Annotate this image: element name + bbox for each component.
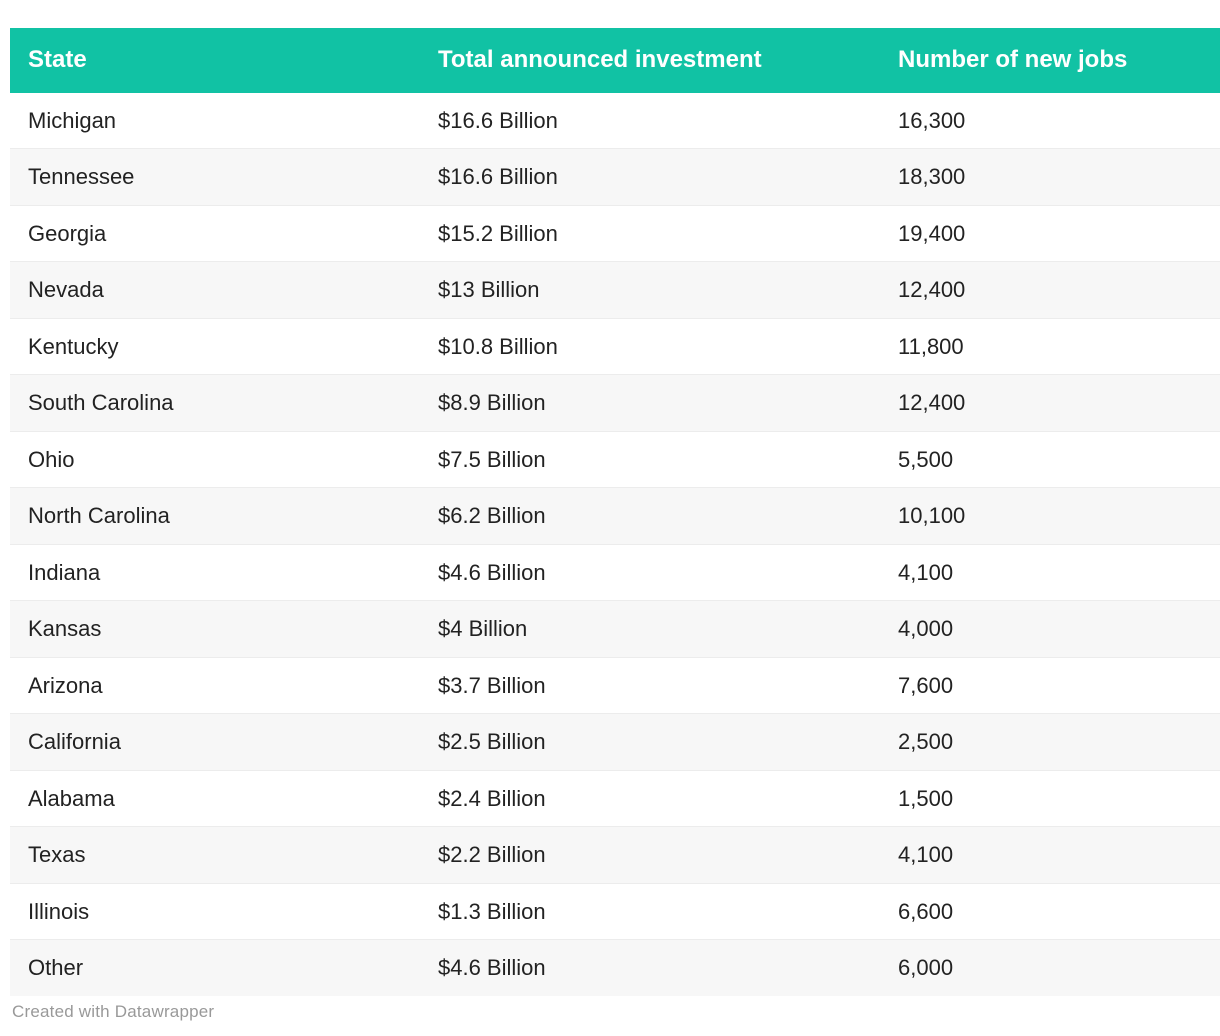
cell-state: Kansas xyxy=(10,601,438,658)
table-header-row xyxy=(10,28,1220,93)
column-header-state[interactable]: State xyxy=(10,28,438,93)
table-row xyxy=(10,93,1220,149)
cell-investment: $2.4 Billion xyxy=(438,770,898,827)
cell-state: Indiana xyxy=(10,544,438,601)
table-row xyxy=(10,262,1220,319)
table-row xyxy=(10,827,1220,884)
cell-jobs: 10,100 xyxy=(898,488,1220,545)
cell-investment: $3.7 Billion xyxy=(438,657,898,714)
table-row xyxy=(10,205,1220,262)
table-row xyxy=(10,488,1220,545)
table-row xyxy=(10,714,1220,771)
cell-state: Tennessee xyxy=(10,149,438,206)
cell-state: Alabama xyxy=(10,770,438,827)
cell-jobs: 19,400 xyxy=(898,205,1220,262)
table-body xyxy=(10,93,1220,996)
cell-jobs: 2,500 xyxy=(898,714,1220,771)
cell-state: Kentucky xyxy=(10,318,438,375)
cell-jobs: 1,500 xyxy=(898,770,1220,827)
cell-jobs: 4,100 xyxy=(898,544,1220,601)
cell-jobs: 6,600 xyxy=(898,883,1220,940)
cell-investment: $4.6 Billion xyxy=(438,955,546,981)
cell-jobs: 7,600 xyxy=(898,657,1220,714)
cell-jobs: 18,300 xyxy=(898,149,1220,206)
table-row xyxy=(10,883,1220,940)
cell-jobs: 4,000 xyxy=(898,601,1220,658)
cell-state: Illinois xyxy=(10,883,438,940)
cell-state: South Carolina xyxy=(10,375,438,432)
cell-jobs: 4,100 xyxy=(898,827,1220,884)
cell-state: California xyxy=(10,714,438,771)
cell-investment: $16.6 Billion xyxy=(438,149,898,206)
table-row xyxy=(10,770,1220,827)
cell-state: Other xyxy=(28,955,84,981)
table-row xyxy=(10,657,1220,714)
cell-state: Nevada xyxy=(10,262,438,319)
table-row xyxy=(10,318,1220,375)
column-header-investment[interactable]: Total announced investment xyxy=(438,28,898,93)
cell-jobs: 5,500 xyxy=(898,431,1220,488)
table-row xyxy=(10,431,1220,488)
cell-investment: $1.3 Billion xyxy=(438,883,898,940)
table-row xyxy=(10,601,1220,658)
table-row xyxy=(10,149,1220,206)
cell-investment: $10.8 Billion xyxy=(438,318,898,375)
table-row xyxy=(10,544,1220,601)
cell-jobs: 11,800 xyxy=(898,318,1220,375)
cell-jobs: 12,400 xyxy=(898,375,1220,432)
cell-state: Michigan xyxy=(10,93,438,149)
table-row xyxy=(10,940,1220,996)
cell-state: Arizona xyxy=(10,657,438,714)
cell-investment: $15.2 Billion xyxy=(438,205,898,262)
table-header xyxy=(10,28,1220,93)
cell-investment: $7.5 Billion xyxy=(438,431,898,488)
cell-investment: $4 Billion xyxy=(438,601,898,658)
datawrapper-credit[interactable]: Created with Datawrapper xyxy=(12,1002,215,1021)
cell-investment: $4.6 Billion xyxy=(438,544,898,601)
cell-jobs: 16,300 xyxy=(898,93,1220,149)
cell-jobs: 12,400 xyxy=(898,262,1220,319)
cell-state: Georgia xyxy=(10,205,438,262)
column-header-jobs[interactable]: Number of new jobs xyxy=(898,28,1220,93)
cell-investment: $2.2 Billion xyxy=(438,827,898,884)
cell-investment: $2.5 Billion xyxy=(438,714,898,771)
cell-state: Texas xyxy=(10,827,438,884)
cell-investment: $16.6 Billion xyxy=(438,93,898,149)
cell-investment: $13 Billion xyxy=(438,262,898,319)
cell-jobs: 6,000 xyxy=(898,955,954,981)
cell-investment: $8.9 Billion xyxy=(438,375,898,432)
data-table xyxy=(10,28,1220,996)
table-row xyxy=(10,375,1220,432)
cell-investment: $6.2 Billion xyxy=(438,488,898,545)
cell-state: Ohio xyxy=(10,431,438,488)
cell-state: North Carolina xyxy=(10,488,438,545)
